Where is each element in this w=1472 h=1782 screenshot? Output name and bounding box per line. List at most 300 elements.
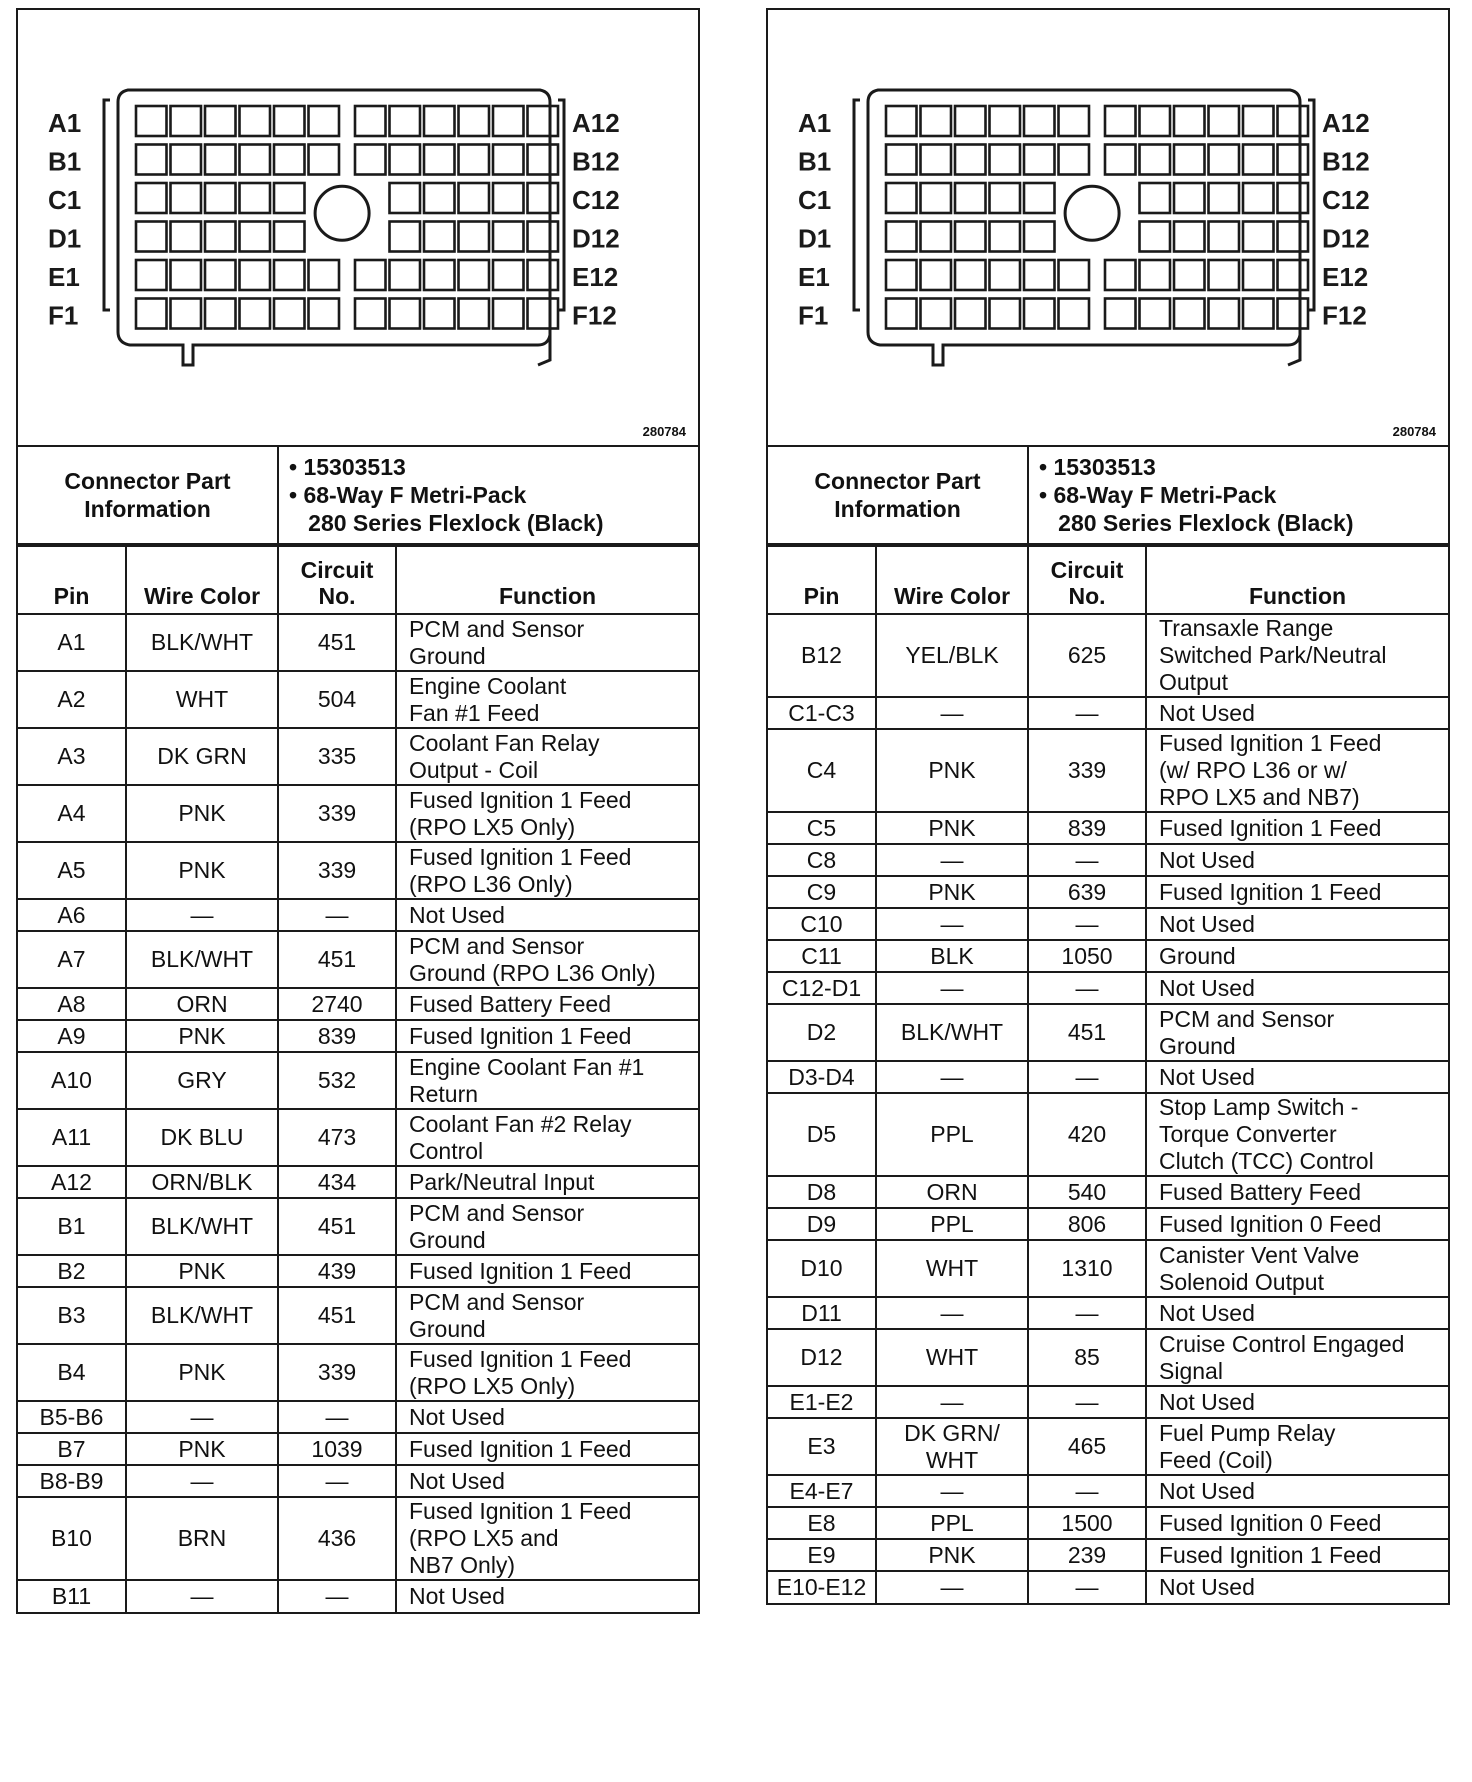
table-row — [768, 1571, 1448, 1603]
row-label-right: C12 — [1322, 185, 1370, 215]
connector-info-table — [18, 447, 698, 545]
wire-color-cell: PNK — [876, 812, 1028, 844]
table-row — [768, 844, 1448, 876]
function-cell: Engine Coolant Fan #1 Return — [396, 1052, 698, 1109]
pin-cavity — [240, 183, 271, 213]
function-cell: Cruise Control Engaged Signal — [1146, 1329, 1448, 1386]
function-cell: Not Used — [1146, 697, 1448, 729]
function-cell: Not Used — [1146, 1475, 1448, 1507]
wire-color-cell: PNK — [876, 876, 1028, 908]
function-cell: Ground — [1146, 940, 1448, 972]
function-cell: Fused Ignition 1 Feed (RPO LX5 Only) — [396, 785, 698, 842]
circuit-no-header: Circuit No. — [1028, 546, 1146, 614]
pin-cell: A2 — [18, 671, 126, 728]
function-cell: Fused Ignition 0 Feed — [1146, 1507, 1448, 1539]
pin-cavity — [921, 299, 952, 329]
table-row — [768, 614, 1448, 697]
pin-cavity — [1243, 183, 1274, 213]
pin-cell: C12-D1 — [768, 972, 876, 1004]
wire-color-cell: — — [126, 1465, 278, 1497]
pin-cell: D11 — [768, 1297, 876, 1329]
pin-cavity — [240, 145, 271, 175]
pin-cavity — [1209, 106, 1240, 136]
circuit-cell: 839 — [1028, 812, 1146, 844]
table-row — [18, 785, 698, 842]
pin-cavity — [171, 260, 202, 290]
function-cell: Fused Battery Feed — [396, 988, 698, 1020]
function-cell: Fused Battery Feed — [1146, 1176, 1448, 1208]
pin-cavity — [921, 260, 952, 290]
pin-cavity — [1278, 222, 1309, 252]
wire-color-cell: PNK — [876, 729, 1028, 812]
table-row — [768, 1240, 1448, 1297]
pin-cavity — [493, 106, 524, 136]
pin-cavity — [136, 106, 167, 136]
pin-cavity — [1059, 299, 1090, 329]
row-label-right: A12 — [1322, 108, 1370, 138]
pin-cell: A6 — [18, 899, 126, 931]
pin-cavity — [1209, 222, 1240, 252]
pin-cell: A7 — [18, 931, 126, 988]
polarizing-hole — [315, 186, 369, 240]
row-label-right: E12 — [1322, 262, 1369, 292]
pin-cavity — [240, 299, 271, 329]
pin-cell: D5 — [768, 1093, 876, 1176]
pin-cavity — [1140, 222, 1171, 252]
wire-color-cell: ORN/BLK — [126, 1166, 278, 1198]
row-label-right: A12 — [572, 108, 620, 138]
circuit-cell: 339 — [278, 1344, 396, 1401]
function-cell: Not Used — [1146, 1297, 1448, 1329]
pin-cell: C5 — [768, 812, 876, 844]
pin-cell: B3 — [18, 1287, 126, 1344]
circuit-cell: — — [1028, 972, 1146, 1004]
pin-cavity — [355, 299, 386, 329]
pin-cavity — [955, 222, 986, 252]
circuit-cell: 339 — [1028, 729, 1146, 812]
circuit-cell: — — [1028, 1297, 1146, 1329]
connector-shell — [118, 90, 550, 365]
table-row — [768, 1004, 1448, 1061]
row-label-right: D12 — [1322, 223, 1370, 254]
circuit-cell: — — [1028, 1061, 1146, 1093]
function-cell: PCM and Sensor Ground — [396, 1287, 698, 1344]
pin-cavity — [1243, 145, 1274, 175]
circuit-cell: 1500 — [1028, 1507, 1146, 1539]
pin-header: Pin — [18, 546, 126, 614]
function-cell: Stop Lamp Switch - Torque Converter Clutch (TCC) Control — [1146, 1093, 1448, 1176]
pin-cavity — [390, 106, 421, 136]
pin-cavity — [990, 299, 1021, 329]
circuit-cell: 420 — [1028, 1093, 1146, 1176]
row-label-left: F1 — [48, 300, 79, 331]
table-row — [768, 1475, 1448, 1507]
function-cell: Not Used — [1146, 1571, 1448, 1603]
pin-table — [18, 545, 698, 1612]
connector-part-info-values: • 15303513 • 68-Way F Metri-Pack 280 Series Flexlock (Black) — [278, 447, 698, 544]
pin-cavity — [205, 145, 236, 175]
pin-cell: D12 — [768, 1329, 876, 1386]
circuit-cell: 1310 — [1028, 1240, 1146, 1297]
wire-color-cell: — — [126, 899, 278, 931]
pin-cavity — [1278, 145, 1309, 175]
pin-cavity — [1105, 299, 1136, 329]
pin-cavity — [528, 222, 559, 252]
pin-cell: D8 — [768, 1176, 876, 1208]
connector-face-drawing — [18, 10, 698, 445]
pin-cavity — [1024, 299, 1055, 329]
pin-cell: E8 — [768, 1507, 876, 1539]
connector-shell — [868, 90, 1300, 365]
pin-cell: A8 — [18, 988, 126, 1020]
table-row — [18, 1580, 698, 1612]
circuit-cell: 839 — [278, 1020, 396, 1052]
connector-panel-right — [766, 8, 1450, 1605]
pin-cell: B5-B6 — [18, 1401, 126, 1433]
pin-cavity — [240, 106, 271, 136]
circuit-cell: 1039 — [278, 1433, 396, 1465]
circuit-cell: — — [278, 1401, 396, 1433]
pin-cavity — [921, 183, 952, 213]
table-row — [18, 1020, 698, 1052]
row-label-right: F12 — [572, 300, 617, 331]
pin-cell: B4 — [18, 1344, 126, 1401]
pin-cavity — [1278, 106, 1309, 136]
pin-cell: B2 — [18, 1255, 126, 1287]
pin-cavity — [424, 260, 455, 290]
pin-cavity — [955, 145, 986, 175]
row-label-right: F12 — [1322, 300, 1367, 331]
pin-cavity — [528, 260, 559, 290]
row-label-left: B1 — [48, 146, 82, 177]
circuit-cell: 239 — [1028, 1539, 1146, 1571]
pin-cavity — [493, 260, 524, 290]
pin-cavity — [459, 145, 490, 175]
row-label-left: E1 — [798, 262, 830, 292]
wire-color-cell: — — [876, 972, 1028, 1004]
wire-color-cell: BLK/WHT — [126, 1198, 278, 1255]
pin-cavity — [886, 106, 917, 136]
pin-cavity — [390, 183, 421, 213]
table-row — [768, 1386, 1448, 1418]
table-row — [18, 728, 698, 785]
pin-cell: C9 — [768, 876, 876, 908]
figure-number: 280784 — [642, 424, 686, 439]
pin-cavity — [274, 260, 305, 290]
pin-cell: E10-E12 — [768, 1571, 876, 1603]
circuit-cell: — — [278, 1465, 396, 1497]
table-row — [768, 1176, 1448, 1208]
pin-cavity — [390, 222, 421, 252]
pin-cavity — [955, 260, 986, 290]
function-cell: Fused Ignition 1 Feed (RPO LX5 and NB7 Only) — [396, 1497, 698, 1580]
wire-color-cell: DK GRN/ WHT — [876, 1418, 1028, 1475]
function-cell: Engine Coolant Fan #1 Feed — [396, 671, 698, 728]
circuit-cell: 339 — [278, 785, 396, 842]
pin-cavity — [1209, 260, 1240, 290]
pin-cell: C11 — [768, 940, 876, 972]
pin-cavity — [990, 145, 1021, 175]
function-cell: Not Used — [1146, 844, 1448, 876]
wire-color-cell: — — [876, 908, 1028, 940]
row-label-left: E1 — [48, 262, 80, 292]
pin-cell: D2 — [768, 1004, 876, 1061]
pin-cavity — [1278, 260, 1309, 290]
circuit-cell: 473 — [278, 1109, 396, 1166]
table-row — [18, 899, 698, 931]
circuit-cell: 434 — [278, 1166, 396, 1198]
pin-cavity — [459, 222, 490, 252]
pin-cell: D3-D4 — [768, 1061, 876, 1093]
wire-color-cell: DK GRN — [126, 728, 278, 785]
wire-color-cell: — — [126, 1580, 278, 1612]
pin-cavity — [309, 106, 340, 136]
table-row — [18, 671, 698, 728]
table-row — [18, 1433, 698, 1465]
pin-cavity — [1209, 145, 1240, 175]
pin-cell: E1-E2 — [768, 1386, 876, 1418]
pin-cavity — [1105, 145, 1136, 175]
circuit-cell: 451 — [278, 1287, 396, 1344]
pin-cavity — [1140, 183, 1171, 213]
pin-cavity — [309, 145, 340, 175]
table-row — [18, 1109, 698, 1166]
pin-cavity — [1059, 145, 1090, 175]
pin-cavity — [171, 106, 202, 136]
circuit-cell: 504 — [278, 671, 396, 728]
row-label-left: F1 — [798, 300, 829, 331]
function-cell: Fused Ignition 1 Feed (RPO L36 Only) — [396, 842, 698, 899]
connector-face-drawing — [768, 10, 1448, 445]
connector-info-table — [768, 447, 1448, 545]
function-cell: Fused Ignition 1 Feed — [396, 1020, 698, 1052]
function-header: Function — [396, 546, 698, 614]
function-header: Function — [1146, 546, 1448, 614]
pin-cell: B7 — [18, 1433, 126, 1465]
circuit-cell: 451 — [278, 614, 396, 671]
pin-cavity — [528, 183, 559, 213]
pin-cavity — [921, 222, 952, 252]
wire-color-cell: BLK/WHT — [876, 1004, 1028, 1061]
pin-cavity — [1209, 299, 1240, 329]
pin-cell: B8-B9 — [18, 1465, 126, 1497]
connector-diagram — [768, 10, 1448, 447]
pin-cavity — [136, 183, 167, 213]
pin-cavity — [136, 145, 167, 175]
row-label-left: D1 — [798, 223, 832, 254]
pin-cavity — [1243, 260, 1274, 290]
circuit-cell: — — [1028, 844, 1146, 876]
pin-cavity — [171, 222, 202, 252]
row-label-left: B1 — [798, 146, 832, 177]
circuit-cell: — — [1028, 697, 1146, 729]
table-row — [768, 1329, 1448, 1386]
function-cell: Fuel Pump Relay Feed (Coil) — [1146, 1418, 1448, 1475]
function-cell: Fused Ignition 1 Feed — [396, 1433, 698, 1465]
pin-cavity — [355, 260, 386, 290]
pin-cavity — [309, 299, 340, 329]
pin-cavity — [1174, 222, 1205, 252]
pin-cell: C1-C3 — [768, 697, 876, 729]
table-row — [768, 812, 1448, 844]
function-cell: Fused Ignition 0 Feed — [1146, 1208, 1448, 1240]
pin-cavity — [1024, 106, 1055, 136]
row-label-right: B12 — [1322, 146, 1370, 177]
pin-cavity — [205, 106, 236, 136]
pin-cavity — [240, 222, 271, 252]
pin-cavity — [424, 106, 455, 136]
circuit-cell: — — [278, 1580, 396, 1612]
pin-cell: C8 — [768, 844, 876, 876]
circuit-cell: 625 — [1028, 614, 1146, 697]
pin-cell: C4 — [768, 729, 876, 812]
pin-cavity — [274, 222, 305, 252]
wire-color-cell: ORN — [876, 1176, 1028, 1208]
table-row — [18, 614, 698, 671]
pin-cavity — [921, 145, 952, 175]
circuit-cell: 451 — [278, 1198, 396, 1255]
wire-color-cell: — — [876, 1061, 1028, 1093]
wire-color-cell: BLK/WHT — [126, 614, 278, 671]
circuit-cell: 436 — [278, 1497, 396, 1580]
function-cell: Not Used — [1146, 972, 1448, 1004]
function-cell: Not Used — [396, 899, 698, 931]
table-row — [768, 729, 1448, 812]
circuit-cell: 335 — [278, 728, 396, 785]
row-label-right: E12 — [572, 262, 619, 292]
pin-cavity — [493, 183, 524, 213]
pin-cell: A5 — [18, 842, 126, 899]
pin-cavity — [136, 299, 167, 329]
wire-color-cell: ORN — [126, 988, 278, 1020]
table-row — [18, 1287, 698, 1344]
wire-color-cell: BLK/WHT — [126, 931, 278, 988]
pin-cavity — [1174, 299, 1205, 329]
wire-color-cell: PPL — [876, 1507, 1028, 1539]
pin-cavity — [955, 183, 986, 213]
wire-color-header: Wire Color — [876, 546, 1028, 614]
function-cell: Fused Ignition 1 Feed — [1146, 812, 1448, 844]
connector-bracket-left — [104, 100, 110, 310]
row-label-left: A1 — [48, 108, 82, 138]
pin-cavity — [528, 106, 559, 136]
function-cell: Not Used — [396, 1465, 698, 1497]
table-row — [768, 940, 1448, 972]
pin-cavity — [990, 183, 1021, 213]
pin-cavity — [886, 183, 917, 213]
pin-cavity — [1024, 260, 1055, 290]
table-row — [18, 931, 698, 988]
pin-cavity — [1140, 299, 1171, 329]
pin-cavity — [955, 106, 986, 136]
pin-cavity — [136, 222, 167, 252]
pin-cavity — [424, 299, 455, 329]
table-row — [18, 842, 698, 899]
table-row — [768, 1539, 1448, 1571]
pin-cavity — [1209, 183, 1240, 213]
row-label-right: C12 — [572, 185, 620, 215]
pin-cavity — [493, 299, 524, 329]
table-row — [18, 988, 698, 1020]
pin-cavity — [886, 145, 917, 175]
wire-color-cell: WHT — [876, 1240, 1028, 1297]
pin-cavity — [355, 106, 386, 136]
pin-cavity — [424, 222, 455, 252]
pin-cavity — [1278, 183, 1309, 213]
pin-cavity — [1024, 145, 1055, 175]
pin-cavity — [390, 145, 421, 175]
pin-cavity — [1140, 145, 1171, 175]
function-cell: Fused Ignition 1 Feed (RPO LX5 Only) — [396, 1344, 698, 1401]
wire-color-cell: — — [876, 697, 1028, 729]
row-label-right: D12 — [572, 223, 620, 254]
pin-cell: A4 — [18, 785, 126, 842]
circuit-cell: 465 — [1028, 1418, 1146, 1475]
pin-cavity — [1278, 299, 1309, 329]
wire-color-cell: GRY — [126, 1052, 278, 1109]
pin-cavity — [1024, 183, 1055, 213]
pin-cavity — [459, 260, 490, 290]
pin-cavity — [886, 222, 917, 252]
pin-cavity — [493, 222, 524, 252]
table-row — [18, 1497, 698, 1580]
pin-cavity — [205, 260, 236, 290]
function-cell: Not Used — [396, 1580, 698, 1612]
table-row — [18, 1198, 698, 1255]
pin-cavity — [1243, 299, 1274, 329]
circuit-cell: — — [1028, 1475, 1146, 1507]
pin-cell: A12 — [18, 1166, 126, 1198]
pin-cavity — [205, 183, 236, 213]
pin-cavity — [424, 145, 455, 175]
wire-color-cell: YEL/BLK — [876, 614, 1028, 697]
wire-color-cell: — — [876, 1571, 1028, 1603]
pin-table — [768, 545, 1448, 1603]
circuit-cell: 451 — [278, 931, 396, 988]
wire-color-cell: PNK — [126, 1255, 278, 1287]
pin-cell: A9 — [18, 1020, 126, 1052]
circuit-cell: 1050 — [1028, 940, 1146, 972]
circuit-cell: 451 — [1028, 1004, 1146, 1061]
pin-cavity — [1059, 260, 1090, 290]
pin-cavity — [274, 145, 305, 175]
pin-cavity — [274, 183, 305, 213]
wire-color-cell: PNK — [126, 1020, 278, 1052]
circuit-cell: 806 — [1028, 1208, 1146, 1240]
pin-cavity — [205, 222, 236, 252]
function-cell: Fused Ignition 1 Feed (w/ RPO L36 or w/ RPO LX5 and NB7) — [1146, 729, 1448, 812]
table-row — [18, 1401, 698, 1433]
row-label-left: A1 — [798, 108, 832, 138]
row-label-left: C1 — [798, 185, 832, 215]
pin-cavity — [1140, 106, 1171, 136]
circuit-cell: 540 — [1028, 1176, 1146, 1208]
circuit-cell: 439 — [278, 1255, 396, 1287]
wire-color-header: Wire Color — [126, 546, 278, 614]
pin-cell: B1 — [18, 1198, 126, 1255]
wire-color-cell: BLK — [876, 940, 1028, 972]
pin-cavity — [390, 299, 421, 329]
circuit-cell: — — [1028, 908, 1146, 940]
pin-cell: D9 — [768, 1208, 876, 1240]
pin-cavity — [1059, 106, 1090, 136]
function-cell: Not Used — [396, 1401, 698, 1433]
pin-cavity — [493, 145, 524, 175]
wire-color-cell: DK BLU — [126, 1109, 278, 1166]
pin-cell: C10 — [768, 908, 876, 940]
pin-cell: B10 — [18, 1497, 126, 1580]
pin-cell: D10 — [768, 1240, 876, 1297]
